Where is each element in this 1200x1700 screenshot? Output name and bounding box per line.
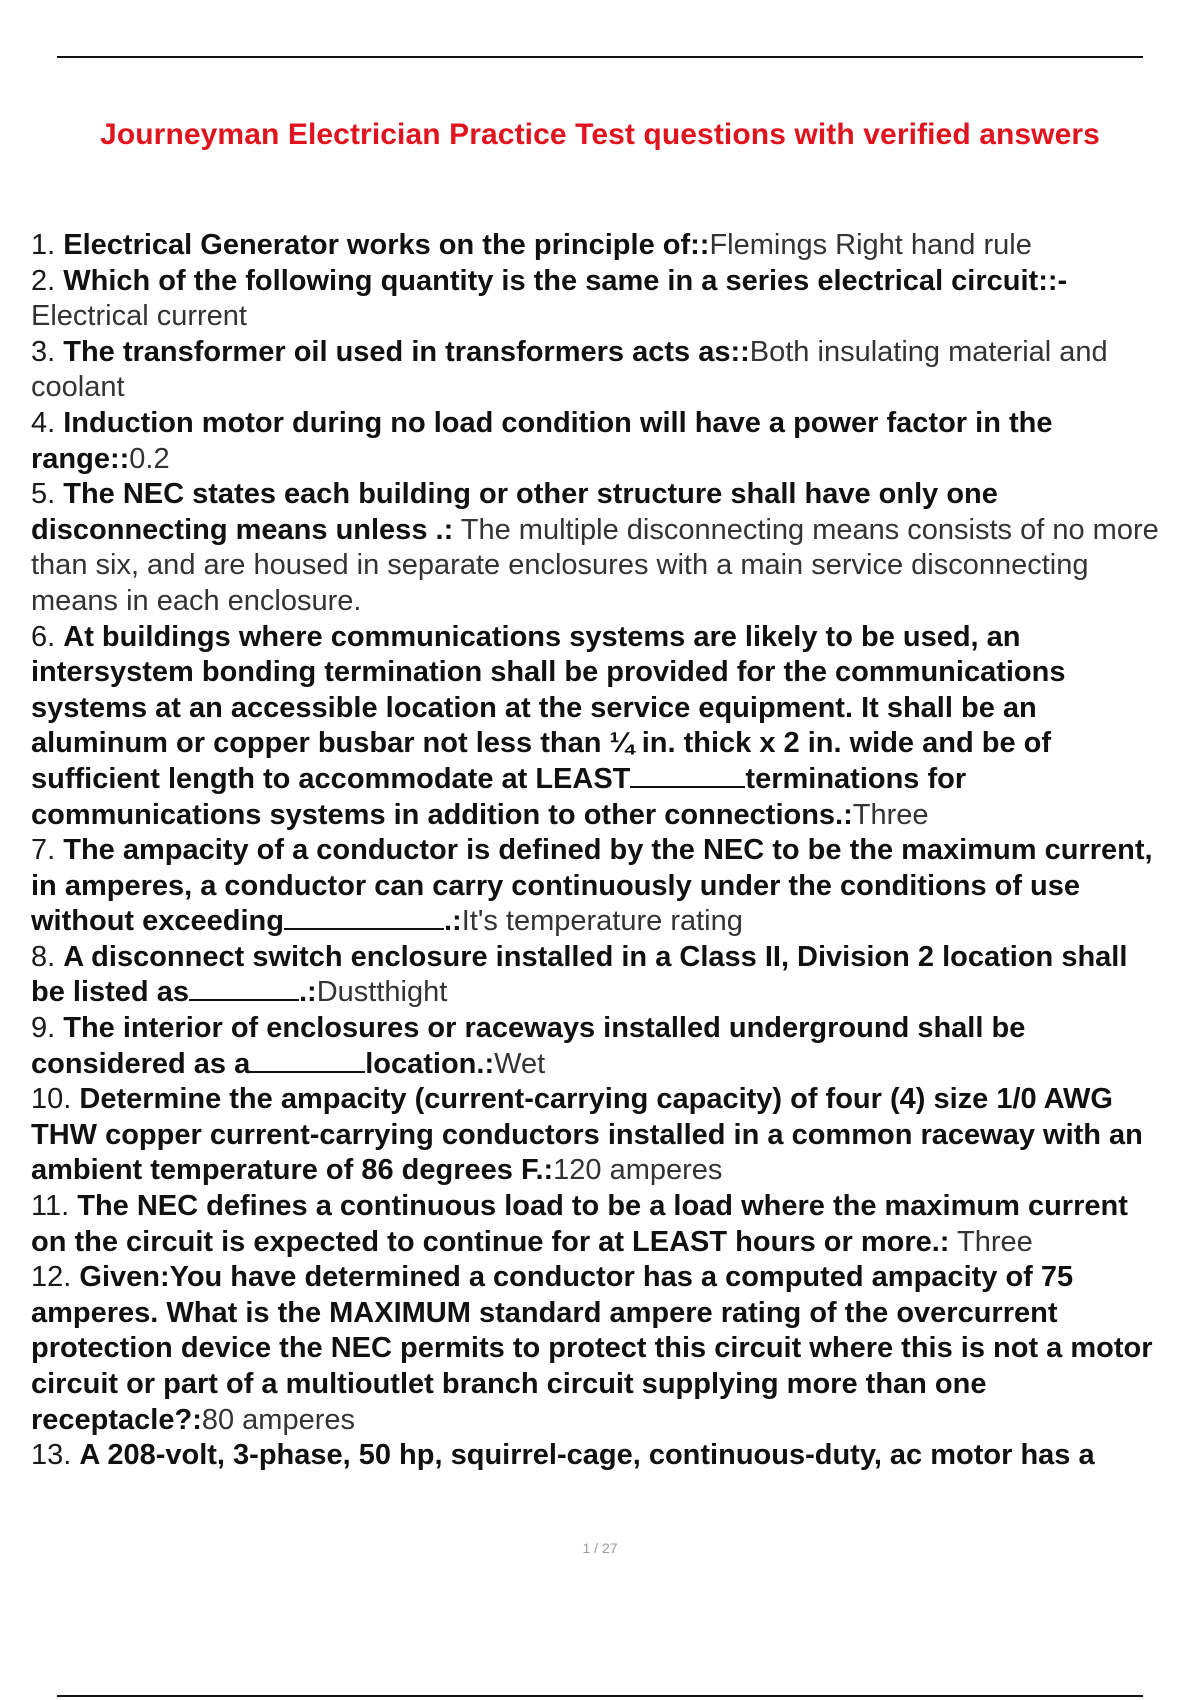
- question-list: [31, 228, 1169, 1474]
- question-text-end: .:: [435, 513, 454, 546]
- answer-text: 120 amperes: [553, 1154, 723, 1187]
- answer-text: Dustthight: [316, 976, 448, 1009]
- answer-text: Flemings Right hand rule: [709, 229, 1032, 261]
- question-number: 7.: [31, 834, 56, 867]
- document-title: Journeyman Electrician Practice Test questions with verified answers: [100, 118, 1100, 151]
- answer-text: 0.2: [129, 442, 170, 475]
- question-text: The NEC states each building or other structure shall have only one disconnecting means unless: [31, 478, 998, 546]
- question-item-7: [31, 833, 1169, 940]
- question-text-end: .:: [298, 976, 317, 1009]
- bottom-rule: [57, 1695, 1143, 1697]
- answer-text: 80 amperes: [201, 1403, 356, 1436]
- question-text: The NEC defines a continuous load to be a load where the maximum current on the circuit is expected to continue for at LEAST hours or more.:: [31, 1190, 1128, 1258]
- question-item-2: [31, 264, 1169, 335]
- question-item-8: [31, 940, 1169, 1011]
- question-item-6: [31, 620, 1169, 834]
- answer-text: Three: [852, 798, 929, 831]
- page-indicator: 1 / 27: [582, 1540, 618, 1556]
- question-number: 1.: [31, 229, 56, 261]
- question-number: 5.: [31, 478, 56, 511]
- question-number: 3.: [31, 335, 56, 368]
- question-text: Induction motor during no load condition will have a power factor in the range::: [31, 406, 1053, 475]
- question-item-10: [31, 1082, 1169, 1189]
- question-text-end: .:: [443, 905, 462, 938]
- question-item-4: [31, 406, 1169, 477]
- top-rule: [57, 56, 1143, 58]
- answer-text: It's temperature rating: [461, 905, 743, 938]
- question-item-13: [31, 1438, 1169, 1474]
- question-number: 10.: [31, 1083, 72, 1116]
- question-number: 6.: [31, 620, 56, 653]
- question-text: The transformer oil used in transformers acts as::: [63, 335, 750, 368]
- answer-text: Wet: [494, 1047, 546, 1080]
- question-item-1: [31, 228, 1169, 264]
- question-text: A disconnect switch enclosure installed in a Class II, Division 2 location shall be listed as: [31, 940, 1128, 1009]
- answer-text: Electrical current: [31, 300, 247, 333]
- question-number: 4.: [31, 406, 56, 439]
- answer-blank: [630, 762, 745, 788]
- question-text-end: location.:: [365, 1047, 495, 1080]
- answer-text: Both insulating material and coolant: [31, 335, 1108, 404]
- question-item-3: [31, 335, 1169, 406]
- question-item-11: [31, 1189, 1169, 1260]
- question-text: Electrical Generator works on the principle of::: [63, 229, 710, 261]
- question-text: The interior of enclosures or raceways installed underground shall be considered as a: [31, 1012, 1026, 1080]
- answer-blank: [189, 975, 299, 1001]
- question-text: Which of the following quantity is the same in a series electrical circuit::-: [63, 264, 1068, 297]
- answer-text: Three: [957, 1225, 1033, 1258]
- question-text-end: terminations for communications systems in addition to other connections.:: [31, 762, 967, 831]
- question-text: Determine the ampacity (current-carrying capacity) of four (4) size 1/0 AWG THW copper current-carrying conductors installed in a common raceway with an ambient temperature of 86 degrees F.:: [31, 1083, 1143, 1187]
- question-number: 11.: [31, 1190, 70, 1223]
- question-text: At buildings where communications systems are likely to be used, an intersystem bonding termination shall be provided for the communications systems at an accessible location at the service equipment. It shall be an aluminum or copper busbar not less than ¼ in. thick x 2 in. wide and be of sufficient length to accommodate at LEAST: [31, 620, 1066, 795]
- question-text: A 208-volt, 3-phase, 50 hp, squirrel-cage, continuous-duty, ac motor has a: [79, 1439, 1095, 1472]
- question-item-5: [31, 477, 1169, 619]
- question-item-12: [31, 1260, 1169, 1438]
- question-text: Given:You have determined a conductor has a computed ampacity of 75 amperes. What is the MAXIMUM standard ampere rating of the overcurrent protection device the NEC permits to protect this circuit where this is not a motor circuit or part of a multioutlet branch circuit supplying more than one receptacle?:: [31, 1261, 1153, 1436]
- question-number: 8.: [31, 940, 56, 973]
- question-number: 2.: [31, 264, 56, 297]
- question-text: The ampacity of a conductor is defined by the NEC to be the maximum current, in amperes, a conductor can carry continuously under the conditions of use without exceeding: [31, 834, 1153, 938]
- answer-blank: [284, 904, 444, 930]
- question-item-9: [31, 1011, 1169, 1082]
- question-number: 13.: [31, 1439, 72, 1472]
- answer-text: The multiple disconnecting means consists of no more than six, and are housed in separate enclosures with a main service disconnecting means in each enclosure.: [31, 513, 1159, 617]
- question-number: 12.: [31, 1261, 72, 1294]
- answer-blank: [250, 1047, 365, 1073]
- question-number: 9.: [31, 1012, 56, 1045]
